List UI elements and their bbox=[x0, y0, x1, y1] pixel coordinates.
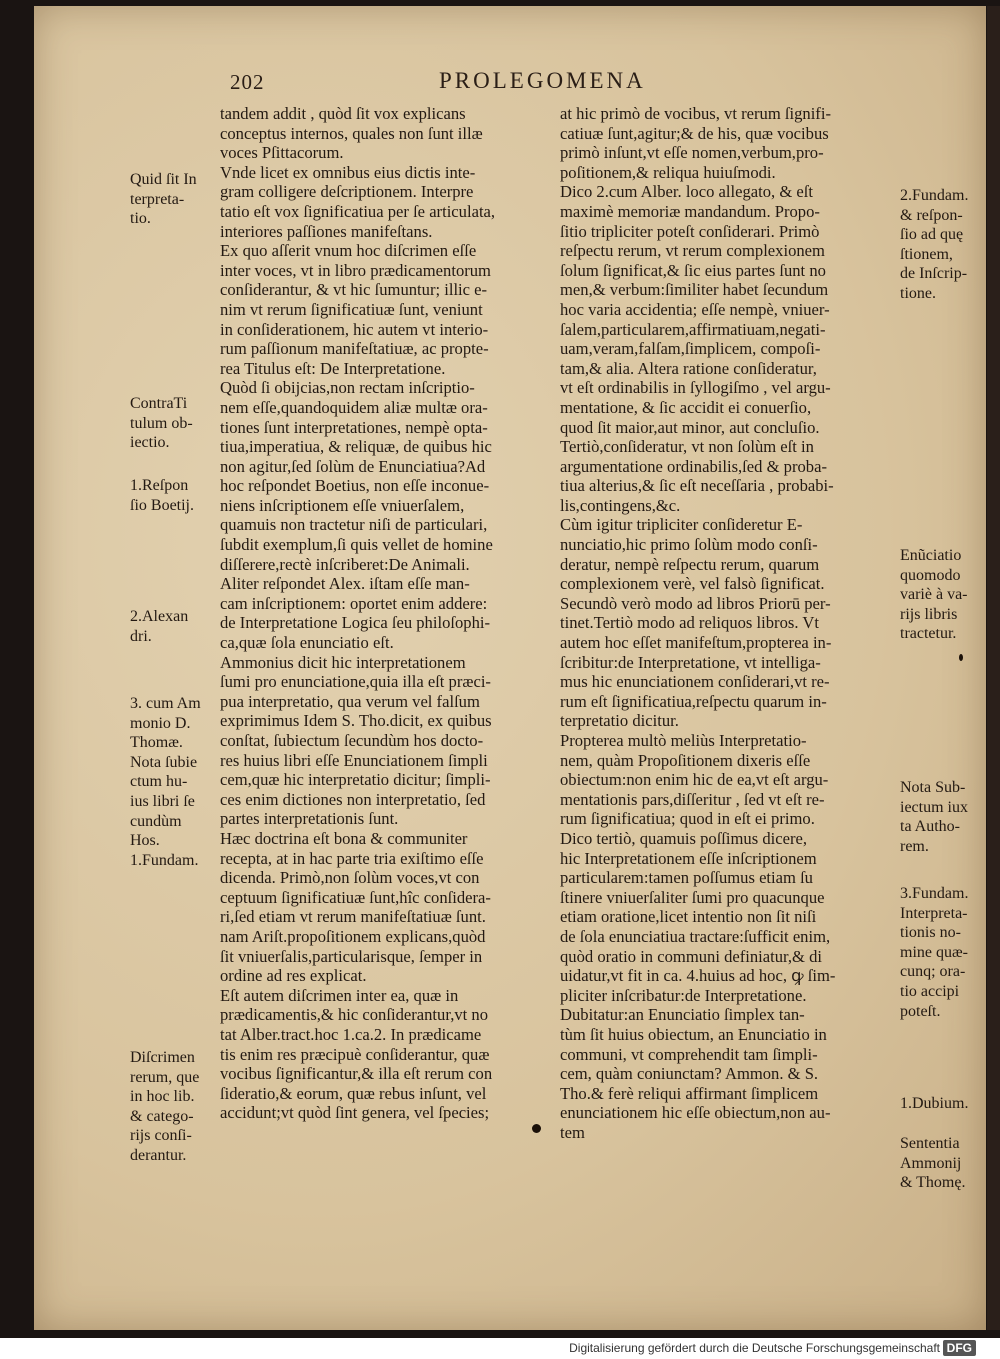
text-line: ſitio tripliciter poteſt conſiderari. Primò bbox=[560, 221, 820, 241]
ink-spot bbox=[959, 654, 963, 661]
margin-note-line: in hoc lib. bbox=[130, 1088, 195, 1106]
text-line: de Interpretatione Logica ſeu philoſophi- bbox=[220, 613, 491, 633]
margin-note-line: Thomæ. bbox=[130, 734, 183, 752]
margin-note-line: ſio ad quę bbox=[900, 226, 964, 244]
page-number: 202 bbox=[230, 70, 265, 94]
text-line: primò inſunt,vt eſſe nomen,verbum,pro- bbox=[560, 143, 824, 163]
text-line: tiones ſunt interpretationes, nempè opta- bbox=[220, 417, 488, 437]
text-line: quod ſit maior,aut minor, aut concluſio. bbox=[560, 417, 820, 437]
text-line: cem,quæ hic interpretatio dicitur; ſimpli- bbox=[220, 770, 491, 790]
margin-note-line: dri. bbox=[130, 627, 152, 645]
margin-note bbox=[130, 394, 222, 453]
margin-note bbox=[900, 884, 990, 1021]
text-line: ces enim dictiones non interpretatio, ſed bbox=[220, 789, 486, 809]
text-line: voces Pſittacorum. bbox=[220, 143, 344, 163]
text-line: ſalem,particularem,affirmatiuam,negati- bbox=[560, 319, 826, 339]
text-line: nam Ariſt.propoſitionem explicans,quòd bbox=[220, 926, 486, 946]
margin-note-line: & Thomę. bbox=[900, 1174, 966, 1192]
text-line: quamuis non tractetur niſi de particulari, bbox=[220, 515, 488, 535]
margin-note-line: tione. bbox=[900, 284, 936, 302]
text-line: Tertiò,conſideratur, vt non ſolùm eſt in bbox=[560, 437, 814, 457]
text-line: ſubdit exemplum,ſi quis vellet de homine bbox=[220, 535, 493, 555]
text-line: exprimimus Idem S. Tho.dicit, ex quibus bbox=[220, 711, 492, 731]
text-line: gram colligere deſcriptionem. Interpre bbox=[220, 182, 474, 202]
text-line: Ammonius dicit hic interpretationem bbox=[220, 652, 466, 672]
margin-note-line: Nota Sub- bbox=[900, 779, 966, 796]
text-line: rum ſignificatiua; quod in eſt ei primo. bbox=[560, 809, 815, 829]
text-line: Secundò verò modo ad libros Priorū per- bbox=[560, 593, 831, 613]
margin-note-line: tio accipi bbox=[900, 982, 960, 1000]
text-line: interiores paſſiones manifeſtans. bbox=[220, 221, 433, 241]
text-line: Vnde licet ex omnibus eius dictis inte- bbox=[220, 162, 476, 182]
margin-note-line: terpreta- bbox=[130, 190, 185, 208]
text-line: etiam oratione,licet intentio non ſit niſi bbox=[560, 907, 817, 927]
text-line: ri,ſed etiam vt rerum manifeſtatiuæ ſunt. bbox=[220, 907, 486, 927]
text-line: Aliter reſpondet Alex. iſtam eſſe man- bbox=[220, 574, 470, 594]
margin-note bbox=[130, 476, 222, 515]
book-page bbox=[34, 6, 986, 1330]
running-title: PROLEGOMENA bbox=[439, 68, 646, 93]
text-line: at hic primò de vocibus, vt rerum ſignifi- bbox=[560, 104, 831, 123]
text-line: Tho.& ferè reliqui affirmant ſimplicem bbox=[560, 1083, 819, 1103]
text-line: tùm ſit huius obiectum, an Enunciatio in bbox=[560, 1024, 827, 1044]
text-line: ſit vniuerſalis,particularisque, ſemper in bbox=[220, 946, 483, 966]
text-line: ſtinere vniuerſaliter ſumi pro quacunque bbox=[560, 887, 825, 907]
text-line: tinet.Tertiò modo ad reliquos libros. Vt bbox=[560, 613, 819, 633]
text-line: inter voces, vt in libro prædicamentorum bbox=[220, 260, 491, 280]
text-line: in conſiderationem, hic autem vt interio- bbox=[220, 319, 489, 339]
margin-note bbox=[900, 546, 990, 644]
margin-note bbox=[900, 1134, 990, 1193]
text-line: cam inſcriptionem: oportet enim addere: bbox=[220, 593, 488, 613]
margin-note-line: 2.Fundam. bbox=[900, 187, 969, 204]
margin-note-line: rerum, que bbox=[130, 1068, 200, 1086]
margin-note bbox=[130, 170, 222, 229]
text-line: quòd oratio in communi definiatur,& di bbox=[560, 946, 823, 966]
text-line: rea Titulus eſt: De Interpretatione. bbox=[220, 358, 446, 378]
text-line: ſideratio,& eorum, quæ rebus inſunt, vel bbox=[220, 1083, 487, 1103]
margin-note-line: tio. bbox=[130, 210, 151, 228]
text-line: tam,& alia. Altera ratione conſideratur, bbox=[560, 358, 817, 378]
margin-note-line: de Inſcrip- bbox=[900, 265, 968, 283]
text-line: conſtat, ſubiectum ſecundùm hos docto- bbox=[220, 731, 484, 750]
text-line: cem, quàm coniunctam? Ammon. & S. bbox=[560, 1064, 819, 1084]
text-line: complexionem verè, vel falsò ſignificat. bbox=[560, 574, 825, 594]
margin-note-line: rijs libris bbox=[900, 605, 958, 623]
text-line: ordine ad res explicat. bbox=[220, 966, 367, 986]
footer-bar bbox=[0, 1338, 1000, 1359]
margin-note-line: 3.Fundam. bbox=[900, 885, 969, 902]
text-line: nim vt rerum ſignificatiuæ ſunt, veniunt bbox=[220, 299, 483, 319]
text-line: autem hoc eſſet manifeſtum,propterea in- bbox=[560, 633, 832, 653]
text-line: ceptuum ſignificatiuæ ſunt,hîc conſidera- bbox=[220, 887, 491, 907]
margin-note-line: quomodo bbox=[900, 566, 961, 584]
text-line: ca,quæ ſola enunciatio eſt. bbox=[220, 633, 394, 653]
text-line: dicenda. Primò,non ſolùm voces,vt con bbox=[220, 868, 480, 888]
margin-note-line: tulum ob- bbox=[130, 414, 193, 432]
text-line: reſpectu rerum, vt rerum complexionem bbox=[560, 241, 825, 261]
page-header bbox=[34, 68, 986, 98]
text-line: Hæc doctrina eſt bona & communiter bbox=[220, 828, 468, 848]
text-line: mentationis pars,diſſeritur , ſed vt eſt re- bbox=[560, 789, 825, 809]
text-line: men,& verbum:ſimiliter habet ſecundum bbox=[560, 280, 829, 300]
margin-note bbox=[130, 1048, 222, 1166]
text-line: niens inſcriptionem eſſe vniuerſalem, bbox=[220, 495, 465, 515]
text-line: recepta, at in hac parte tria exiſtimo eſſe bbox=[220, 848, 484, 868]
text-line: particularem:tamen poſſumus etiam ſu bbox=[560, 868, 813, 888]
text-line: res huius libri eſſe Enunciationem ſimpli bbox=[220, 750, 488, 770]
margin-note-line: 1.Fundam. bbox=[130, 851, 199, 869]
margin-note-line: monio D. bbox=[130, 714, 191, 732]
text-line: Dico 2.cum Alber. loco allegato, & eſt bbox=[560, 182, 813, 202]
margin-note-line: Diſcrimen bbox=[130, 1049, 195, 1066]
margin-note-line: Quid ſit In bbox=[130, 171, 197, 188]
margin-note-line: ſio Boetij. bbox=[130, 496, 194, 514]
margin-note bbox=[900, 1094, 990, 1114]
text-line: hoc varia accidentia; eſſe nempè, vniuer- bbox=[560, 299, 830, 319]
text-line: pliciter inſcribatur:de Interpretatione. bbox=[560, 985, 807, 1005]
margin-note-line: Nota ſubie bbox=[130, 753, 198, 771]
text-line: vt eſt ordinabilis in ſyllogiſmo , vel argu- bbox=[560, 378, 831, 398]
margin-note-line: iectio. bbox=[130, 434, 170, 452]
text-line: tis enim res præcipuè conſiderantur, quæ bbox=[220, 1044, 490, 1064]
text-line: Dico tertiò, quamuis poſſimus dicere, bbox=[560, 828, 808, 848]
text-line: tiua,imperatiua, & reliquæ, de quibus hic bbox=[220, 437, 492, 457]
margin-note bbox=[130, 694, 222, 870]
text-line: argumentatione ordinabilis,ſed & proba- bbox=[560, 456, 827, 476]
text-line: conceptus internos, quales non ſunt illæ bbox=[220, 123, 483, 143]
text-line: maximè memoriæ mandandum. Propo- bbox=[560, 201, 820, 221]
text-line: terpretatio dicitur. bbox=[560, 711, 679, 731]
text-line: Dubitatur:an Enunciatio ſimplex tan- bbox=[560, 1005, 805, 1025]
text-line: nem eſſe,quandoquidem aliæ multæ ora- bbox=[220, 397, 488, 417]
right-text-column bbox=[560, 104, 896, 1142]
text-line: Ex quo aſſerit vnum hoc diſcrimen eſſe bbox=[220, 241, 477, 261]
text-line: pua interpretatio, qua verum vel falſum bbox=[220, 691, 480, 711]
margin-note-line: rem. bbox=[900, 837, 929, 855]
margin-note-line: tractetur. bbox=[900, 625, 957, 643]
text-line: tandem addit , quòd ſit vox explicans bbox=[220, 104, 466, 123]
margin-note-line: Sententia bbox=[900, 1135, 960, 1152]
margin-note-line: ta Autho- bbox=[900, 818, 960, 836]
margin-note-line: 3. cum Am bbox=[130, 695, 201, 712]
text-line: enunciationem hic eſſe obiectum,non au- bbox=[560, 1103, 831, 1123]
text-line: conſiderantur, & vt hic ſumuntur; illic e- bbox=[220, 280, 488, 300]
margin-note-line: 2.Alexan bbox=[130, 608, 189, 625]
margin-note-line: variè à va- bbox=[900, 586, 968, 604]
text-line: rum paſſionum manifeſtatiuæ, ac propte- bbox=[220, 339, 489, 359]
text-line: accidunt;vt quòd ſint genera, vel ſpecies; bbox=[220, 1103, 490, 1123]
left-text-column bbox=[220, 104, 550, 1123]
margin-note-line: & catego- bbox=[130, 1107, 194, 1125]
text-line: uam,veram,falſam,ſimplicem, compoſi- bbox=[560, 339, 821, 359]
margin-note-line: tionis no- bbox=[900, 924, 961, 942]
text-line: uidatur,vt fit in ca. 4.huius ad hoc, ꝙ ſim- bbox=[560, 966, 836, 986]
text-line: mentatione, & ſic accidit ei conuerſio, bbox=[560, 397, 812, 417]
margin-note-line: iectum iux bbox=[900, 798, 968, 816]
margin-note bbox=[900, 778, 990, 856]
text-line: rum eſt ſignificatiua,reſpectu quarum in- bbox=[560, 691, 827, 711]
margin-note-line: ſtionem, bbox=[900, 245, 953, 263]
text-line: poſitionem,& reliqua huiuſmodi. bbox=[560, 162, 776, 182]
margin-note-line: mine quæ- bbox=[900, 943, 968, 961]
text-line: hoc reſpondet Boetius, non eſſe inconue- bbox=[220, 476, 490, 496]
margin-note-line: Interpreta- bbox=[900, 904, 968, 922]
margin-note-line: ius libri ſe bbox=[130, 792, 195, 810]
text-line: hic Interpretationem eſſe inſcriptionem bbox=[560, 848, 817, 868]
text-line: deratur, nempè reſpectu rerum, quarum bbox=[560, 554, 820, 574]
text-line: lis,contingens,&c. bbox=[560, 495, 681, 515]
text-line: mus hic enunciationem conſiderari,vt re- bbox=[560, 672, 830, 692]
text-line: nem, quàm Propoſitionem dixeris eſſe bbox=[560, 750, 811, 770]
text-line: partes interpretationis ſunt. bbox=[220, 809, 399, 829]
margin-note-line: rijs conſi- bbox=[130, 1127, 192, 1145]
ink-blot bbox=[532, 1124, 541, 1133]
margin-note bbox=[130, 607, 222, 646]
text-line: Eſt autem diſcrimen inter ea, quæ in bbox=[220, 985, 459, 1005]
text-line: tiua alterius,& ſic eſt neceſſaria , probabi- bbox=[560, 476, 834, 496]
margin-note-line: Ammonij bbox=[900, 1154, 962, 1172]
margin-note-line: poteſt. bbox=[900, 1002, 941, 1020]
margin-note-line: ctum hu- bbox=[130, 773, 188, 791]
margin-note-line: Enũciatio bbox=[900, 547, 962, 564]
dfg-logo: DFG bbox=[943, 1340, 976, 1356]
margin-note-line: cundùm bbox=[130, 812, 182, 830]
text-line: tatio eſt vox ſignificatiua per ſe articulata, bbox=[220, 201, 496, 221]
margin-note-line: cunq; ora- bbox=[900, 963, 966, 981]
text-line: tat Alber.tract.hoc 1.ca.2. In prædicame bbox=[220, 1024, 482, 1044]
margin-note-line: derantur. bbox=[130, 1146, 187, 1164]
footer-credit: Digitalisierung gefördert durch die Deutsche Forschungsgemeinschaft bbox=[569, 1341, 940, 1355]
text-line: catiuæ ſunt,agitur;& de his, quæ vocibus bbox=[560, 123, 829, 143]
margin-note bbox=[900, 186, 990, 304]
text-line: tem bbox=[560, 1122, 585, 1142]
text-line: obiectum:non enim hic de ea,vt eſt argu- bbox=[560, 770, 829, 790]
text-line: ſolum ſignificat,& ſic eius partes ſunt no bbox=[560, 260, 826, 280]
text-line: Propterea multò meliùs Interpretatio- bbox=[560, 731, 807, 750]
text-line: Quòd ſi obijcias,non rectam inſcriptio- bbox=[220, 378, 475, 398]
text-line: vocibus ſignificantur,& illa eſt rerum con bbox=[220, 1064, 493, 1084]
margin-note-line: 1.Reſpon bbox=[130, 477, 189, 494]
text-line: Cùm igitur tripliciter conſideretur E- bbox=[560, 515, 803, 535]
text-line: prædicamentis,& hic conſiderantur,vt no bbox=[220, 1005, 488, 1025]
text-line: ſumi pro enunciatione,quia illa eſt præci- bbox=[220, 672, 491, 692]
text-line: de ſola enunciatiua tractare:ſufficit enim, bbox=[560, 926, 831, 946]
margin-note-line: ContraTi bbox=[130, 395, 188, 412]
text-line: ſcribitur:de Interpretatione, vt intelliga- bbox=[560, 652, 821, 672]
text-line: nunciatio,hic primo ſolùm modo conſi- bbox=[560, 535, 818, 555]
text-line: non agitur,ſed ſolùm de Enunciatiua?Ad bbox=[220, 456, 486, 476]
margin-note-line: 1.Dubium. bbox=[900, 1095, 969, 1112]
text-line: diſſerere,rectè inſcriberet:De Animali. bbox=[220, 554, 470, 574]
text-line: communi, vt comprehendit tam ſimpli- bbox=[560, 1044, 818, 1064]
margin-note-line: Hos. bbox=[130, 832, 160, 850]
margin-note-line: & reſpon- bbox=[900, 206, 963, 224]
page-edge bbox=[987, 6, 1000, 1330]
